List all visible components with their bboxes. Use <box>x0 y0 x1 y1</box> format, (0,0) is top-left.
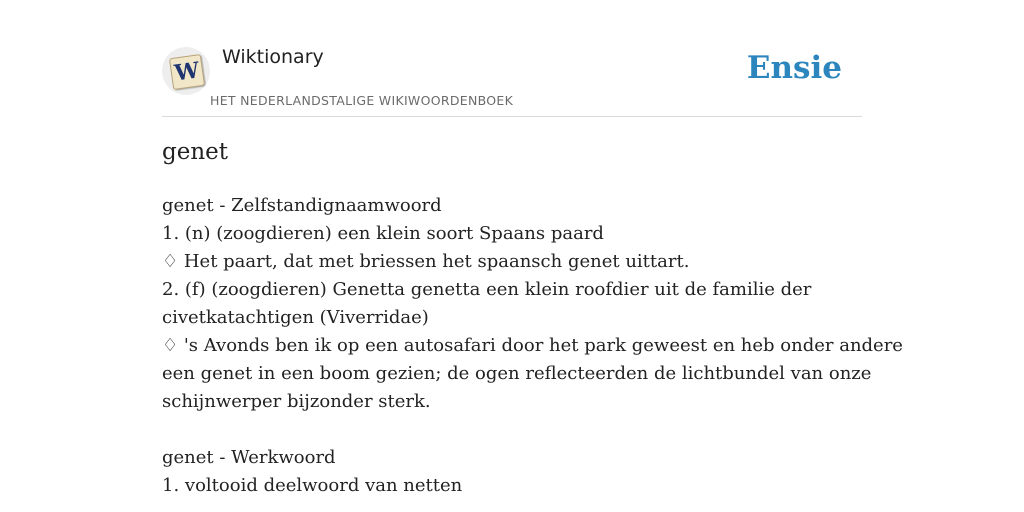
entry-separator <box>162 416 862 444</box>
wiktionary-logo-icon[interactable] <box>162 47 210 95</box>
definition-line: 1. voltooid deelwoord van netten <box>162 475 463 496</box>
definition-line: civetkatachtigen (Viverridae) <box>162 307 429 328</box>
site-tagline: HET NEDERLANDSTALIGE WIKIWOORDENBOEK <box>210 93 514 108</box>
site-name[interactable]: Wiktionary <box>222 46 324 68</box>
logo-letter: W <box>169 54 205 90</box>
example-line: een genet in een boom gezien; de ogen reflecteerden de lichtbundel van onze <box>162 363 872 384</box>
ensie-brand-logo[interactable]: Ensie <box>746 50 842 86</box>
entry-heading-noun: genet - Zelfstandignaamwoord <box>162 195 442 216</box>
page-title: genet <box>162 139 229 165</box>
definition-content <box>162 192 903 500</box>
example-line: schijnwerper bijzonder sterk. <box>162 391 431 412</box>
definition-line: 1. (n) (zoogdieren) een klein soort Spaans paard <box>162 223 604 244</box>
example-line: ♢ Het paart, dat met briessen het spaansch genet uittart. <box>162 251 690 272</box>
example-line: ♢ 's Avonds ben ik op een autosafari door het park geweest en heb onder andere <box>162 335 903 356</box>
site-header <box>162 40 862 117</box>
definition-line: 2. (f) (zoogdieren) Genetta genetta een klein roofdier uit de familie der <box>162 279 812 300</box>
entry-heading-verb: genet - Werkwoord <box>162 447 336 468</box>
